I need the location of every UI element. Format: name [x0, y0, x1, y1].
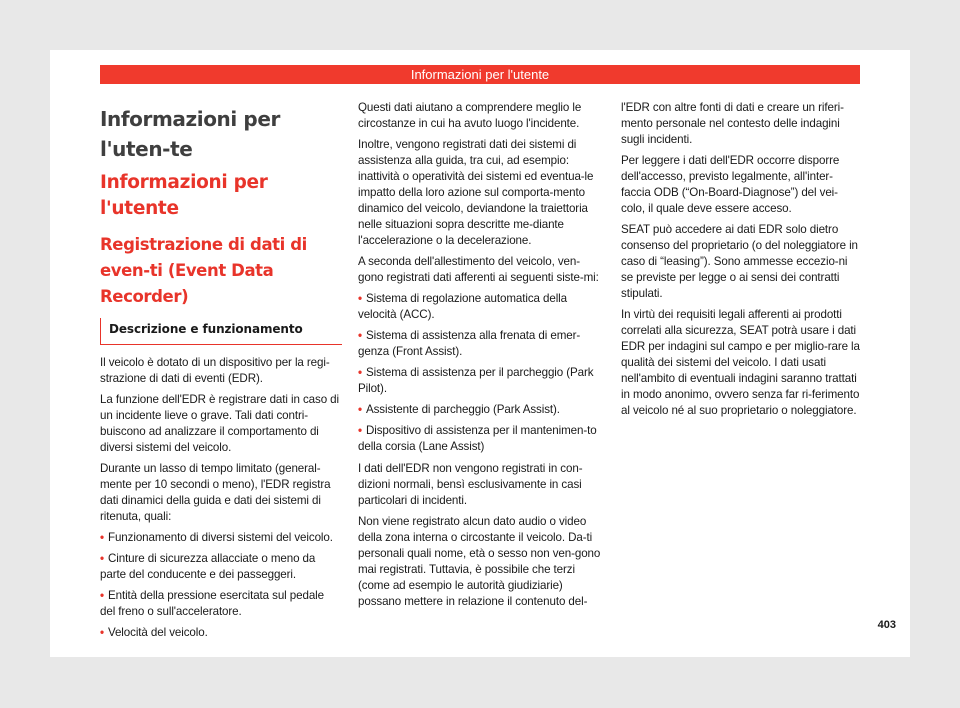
bullet-icon: •: [100, 589, 104, 602]
bullet-icon: •: [100, 626, 104, 639]
bullet-icon: •: [358, 366, 362, 379]
column-1: [100, 100, 342, 647]
bullet-list: [100, 530, 342, 641]
paragraph: Inoltre, vengono registrati dati dei sistemi di assistenza alla guida, tra cui, ad esempio: inattività o operatività dei sistemi ed eventua-le impatto della loro azione sul comporta-mento dinamico del veicolo, deviandone la traiettoria nelle situazioni sopra descritte me-diante l'accelerazione o la decelerazione.: [358, 138, 594, 247]
list-item: • Entità della pressione esercitata sul pedale del freno o sull'acceleratore.: [100, 589, 324, 618]
list-item: • Cinture di sicurezza allacciate o meno da parte del conducente e dei passeggeri.: [100, 552, 316, 581]
paragraph: SEAT può accedere ai dati EDR solo dietro consenso del proprietario (o del noleggiatore in caso di “leasing”). Sono ammesse eccezio-ni se previste per legge o ai sensi dei contratti stipulati.: [621, 223, 858, 300]
list-item: • Dispositivo di assistenza per il mantenimen-to della corsia (Lane Assist): [358, 424, 597, 453]
page-header: Informazioni per l'utente: [100, 65, 860, 84]
manual-page: [50, 50, 910, 657]
bullet-icon: •: [358, 424, 362, 437]
paragraph: Durante un lasso di tempo limitato (general-mente per 10 secondi o meno), l'EDR registra dati dinamici della guida e dati dei sistemi di ritenuta, quali:: [100, 462, 331, 523]
list-item: • Sistema di assistenza alla frenata di emer-genza (Front Assist).: [358, 329, 581, 358]
column-3: [621, 100, 861, 424]
paragraph: La funzione dell'EDR è registrare dati in caso di un incidente lieve o grave. Tali dati contri-buiscono ad analizzare il comportamento di diversi sistemi del veicolo.: [100, 393, 339, 454]
paragraph: Questi dati aiutano a comprendere meglio le circostanze in cui ha avuto luogo l'incidente.: [358, 101, 582, 130]
bullet-icon: •: [100, 552, 104, 565]
list-item: • Sistema di regolazione automatica della velocità (ACC).: [358, 292, 568, 321]
column-2: [358, 100, 603, 615]
paragraph: Per leggere i dati dell'EDR occorre disporre dell'accesso, previsto legalmente, all'inter-faccia ODB (“On-Board-Diagnose”) del vei-colo, il quale deve essere acceso.: [621, 154, 840, 215]
paragraph: Il veicolo è dotato di un dispositivo per la regi-strazione di dati di eventi (EDR).: [100, 356, 330, 385]
page-number: 403: [877, 619, 896, 631]
bullet-list: [358, 291, 603, 455]
topic-title: Registrazione di dati di even-ti (Event Data Recorder): [100, 235, 307, 306]
paragraph: In virtù dei requisiti legali afferenti ai prodotti correlati alla sicurezza, SEAT potrà usare i dati EDR per indagini sul campo e per miglio-rare la qualità dei sistemi del veicolo. I dati usati nell'ambito di eventuali indagini saranno trattati in modo anonimo, ovvero senza far ri-ferimento al veicolo né al suo proprietario o noleggiatore.: [621, 308, 860, 417]
bullet-icon: •: [358, 292, 362, 305]
section-title: Informazioni per l'uten-te: [100, 107, 280, 161]
list-item: • Velocità del veicolo.: [100, 626, 208, 639]
paragraph: A seconda dell'allestimento del veicolo, ven-gono registrati dati afferenti ai seguenti siste-mi:: [358, 255, 599, 284]
paragraph: I dati dell'EDR non vengono registrati in con-dizioni normali, bensì esclusivamente in casi particolari di incidenti.: [358, 462, 583, 507]
bullet-icon: •: [100, 531, 104, 544]
chapter-title: Informazioni per l'utente: [100, 172, 268, 219]
list-item: • Sistema di assistenza per il parcheggio (Park Pilot).: [358, 366, 594, 395]
subsection-heading: Descrizione e funzionamento: [100, 318, 342, 345]
bullet-icon: •: [358, 329, 362, 342]
paragraph: Non viene registrato alcun dato audio o video della zona interna o circostante il veicolo. Da-ti personali quali nome, età o sesso non ven-gono mai registrati. Tuttavia, è possibile che terzi (come ad esempio le autorità giudiziarie) possano mettere in relazione il contenuto del-: [358, 515, 601, 608]
bullet-icon: •: [358, 403, 362, 416]
list-item: • Assistente di parcheggio (Park Assist).: [358, 403, 560, 416]
paragraph: l'EDR con altre fonti di dati e creare un riferi-mento personale nel contesto delle indagini sugli incidenti.: [621, 101, 844, 146]
list-item: • Funzionamento di diversi sistemi del veicolo.: [100, 531, 333, 544]
